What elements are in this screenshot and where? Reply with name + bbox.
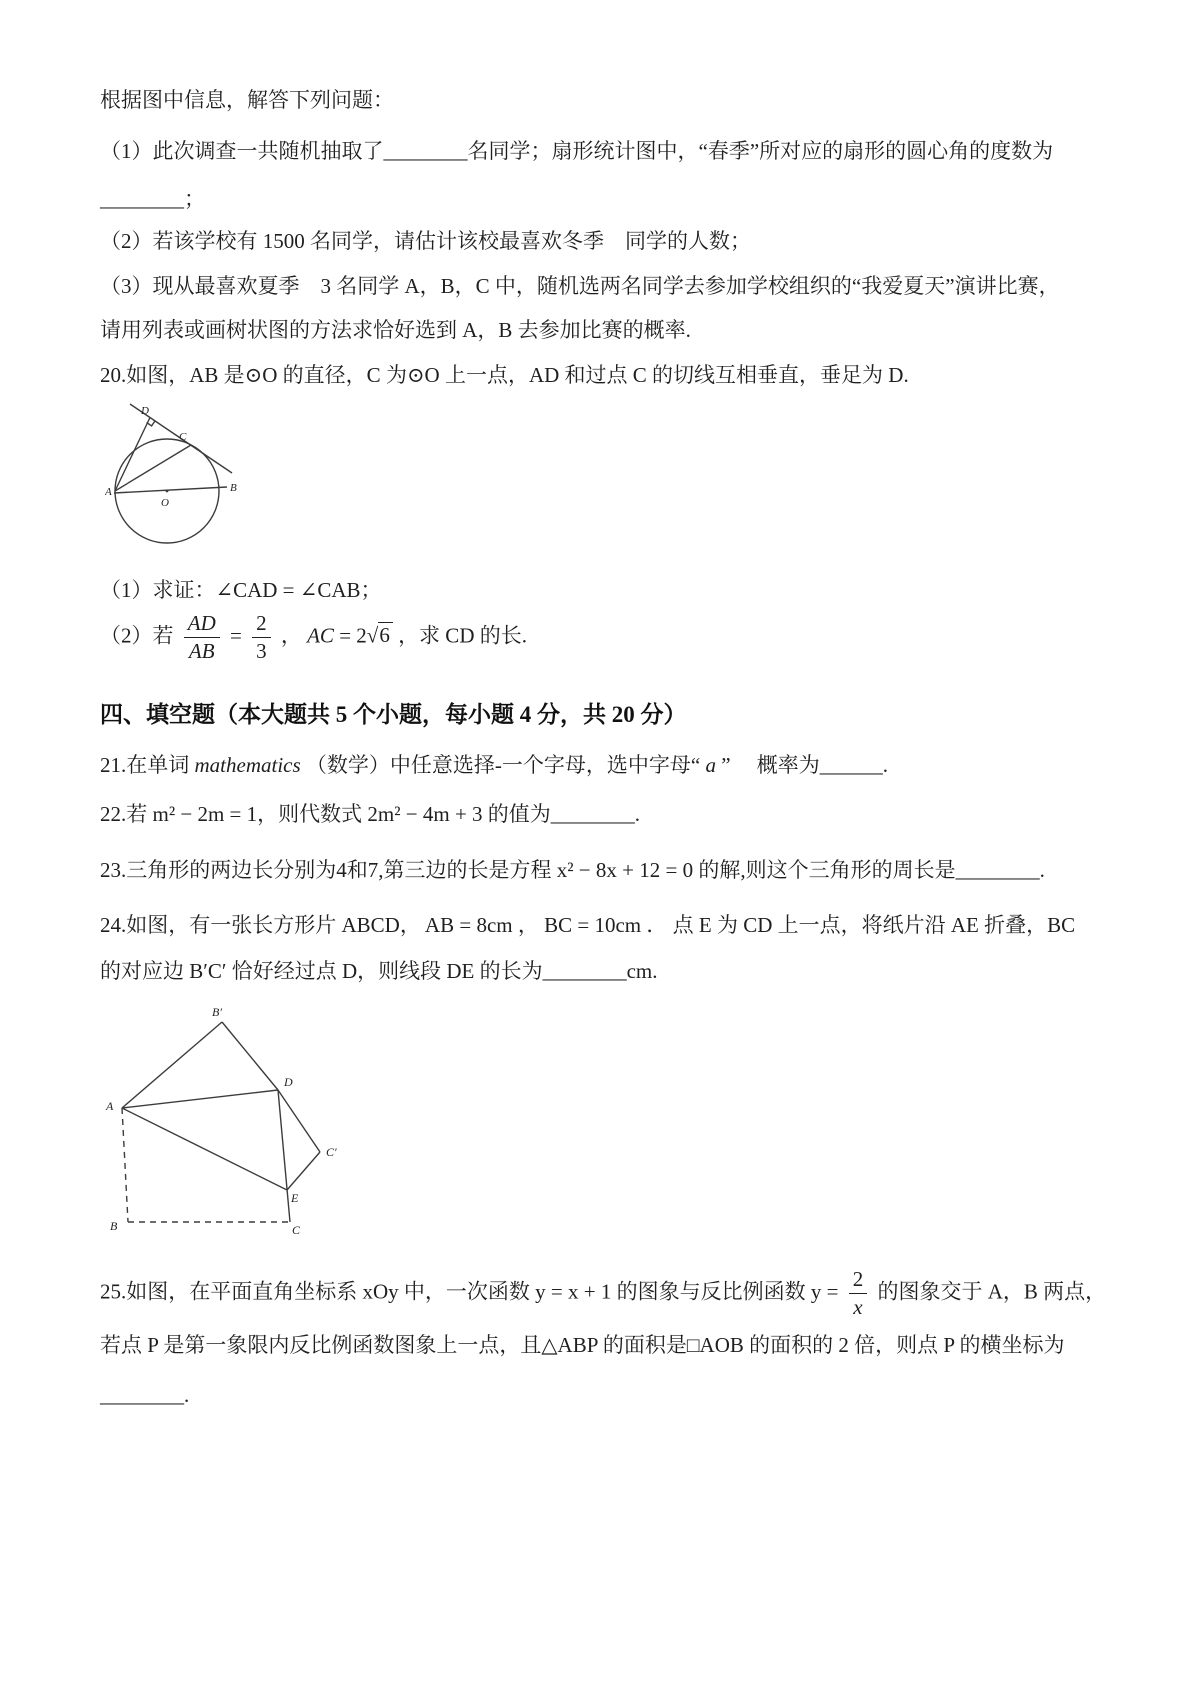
q25-line1	[100, 1268, 1106, 1319]
fraction-numerator: 2	[849, 1268, 868, 1294]
q21-part-b: （数学）中任意选择-一个字母，选中字母“	[300, 753, 706, 777]
label-c-prime: C′	[326, 1145, 337, 1159]
comma: ，	[280, 623, 302, 648]
q20-figure	[105, 403, 255, 553]
segment-cprime-e	[287, 1152, 320, 1190]
diameter-ab	[114, 487, 227, 493]
fraction-denominator: x	[853, 1295, 863, 1320]
q20-part2-prefix: （2）若	[100, 623, 174, 648]
section-4-header: 四、填空题（本大题共 5 个小题，每小题 4 分，共 20 分）	[100, 702, 687, 727]
q24-line1: 24.如图，有一张长方形片 ABCD， AB = 8cm ， BC = 10cm ． 点 E 为 CD 上一点，将纸片沿 AE 折叠，BC	[100, 913, 1076, 937]
segment-d-cprime	[278, 1090, 320, 1152]
ac-variable: AC	[307, 623, 334, 648]
label-a: A	[105, 486, 112, 498]
q23-line: 23.三角形的两边长分别为4和7,第三边的长是方程 x² − 8x + 12 = 0 的解,则这个三角形的周长是________.	[100, 858, 1045, 882]
q19-part3-line2: 请用列表或画树状图的方法求恰好选到 A，B 去参加比赛的概率.	[100, 318, 691, 342]
q20-part2	[100, 612, 527, 663]
fraction-ad-ab	[184, 612, 220, 663]
center-dot	[166, 490, 169, 493]
side-ad	[122, 1090, 278, 1108]
fraction-numerator: 2	[252, 612, 271, 638]
fraction-numerator: AD	[184, 612, 220, 638]
fraction-denominator: AB	[188, 639, 215, 664]
q19-part2: （2）若该学校有 1500 名同学，请估计该校最喜欢冬季 同学的人数；	[100, 229, 751, 253]
fraction-denominator: 3	[256, 639, 267, 664]
label-b-prime: B′	[212, 1005, 222, 1019]
side-ab-dashed	[122, 1108, 128, 1222]
side-dc	[278, 1090, 290, 1222]
q22-line: 22.若 m² − 2m = 1，则代数式 2m² − 4m + 3 的值为________.	[100, 802, 641, 826]
letter-a: a	[705, 753, 716, 777]
q21-part-a: 21.在单词	[100, 753, 195, 777]
ac-equation: = 2	[333, 623, 367, 648]
q20-part2-suffix: ，求 CD 的长.	[398, 623, 527, 648]
label-d: D	[284, 1075, 293, 1089]
q21-part-c: ” 概率为______.	[715, 753, 889, 777]
label-c: C	[292, 1223, 301, 1237]
word-mathematics: mathematics	[194, 753, 301, 777]
q19-part1-line2: ________；	[100, 187, 205, 211]
label-b: B	[230, 482, 237, 494]
label-c: C	[179, 431, 187, 443]
fold-line-ae	[122, 1108, 287, 1190]
intro-line: 根据图中信息，解答下列问题：	[100, 88, 394, 112]
fraction-2-x	[849, 1268, 868, 1319]
q25-line2: 若点 P 是第一象限内反比例函数图象上一点，且△ABP 的面积是□AOB 的面积的 2 倍，则点 P 的横坐标为	[100, 1333, 1065, 1357]
label-b: B	[110, 1219, 118, 1233]
label-o: O	[161, 497, 169, 509]
q25-line3: ________.	[100, 1383, 190, 1407]
sqrt-6	[367, 622, 393, 647]
radicand: 6	[378, 622, 393, 647]
q25-line1-suffix: 的图象交于 A，B 两点，	[877, 1279, 1107, 1304]
segment-bprime-d	[222, 1022, 278, 1090]
q25-line1-prefix: 25.如图，在平面直角坐标系 xOy 中，一次函数 y = x + 1 的图象与反比例函数 y =	[100, 1279, 839, 1304]
q20-stem: 20.如图，AB 是⊙O 的直径，C 为⊙O 上一点，AD 和过点 C 的切线互相垂直，垂足为 D.	[100, 363, 909, 387]
label-d: D	[141, 405, 149, 417]
q19-part3-line1: （3）现从最喜欢夏季 3 名同学 A，B，C 中，随机选两名同学去参加学校组织的“我爱夏天”演讲比赛，	[100, 274, 1060, 298]
q19-part1-line1: （1）此次调查一共随机抽取了________名同学；扇形统计图中，“春季”所对应的扇形的圆心角的度数为	[100, 139, 1054, 163]
equals-sign: =	[230, 623, 242, 648]
segment-a-bprime	[122, 1022, 222, 1108]
q20-part1: （1）求证：∠CAD = ∠CAB；	[100, 578, 382, 602]
q24-figure	[100, 1000, 370, 1245]
radical-sign: √	[366, 623, 379, 648]
q21-line	[100, 751, 888, 779]
label-a: A	[106, 1099, 114, 1113]
label-e: E	[291, 1191, 299, 1205]
fraction-2-3	[252, 612, 271, 663]
q24-line2: 的对应边 B′C′ 恰好经过点 D，则线段 DE 的长为________cm.	[100, 959, 658, 983]
